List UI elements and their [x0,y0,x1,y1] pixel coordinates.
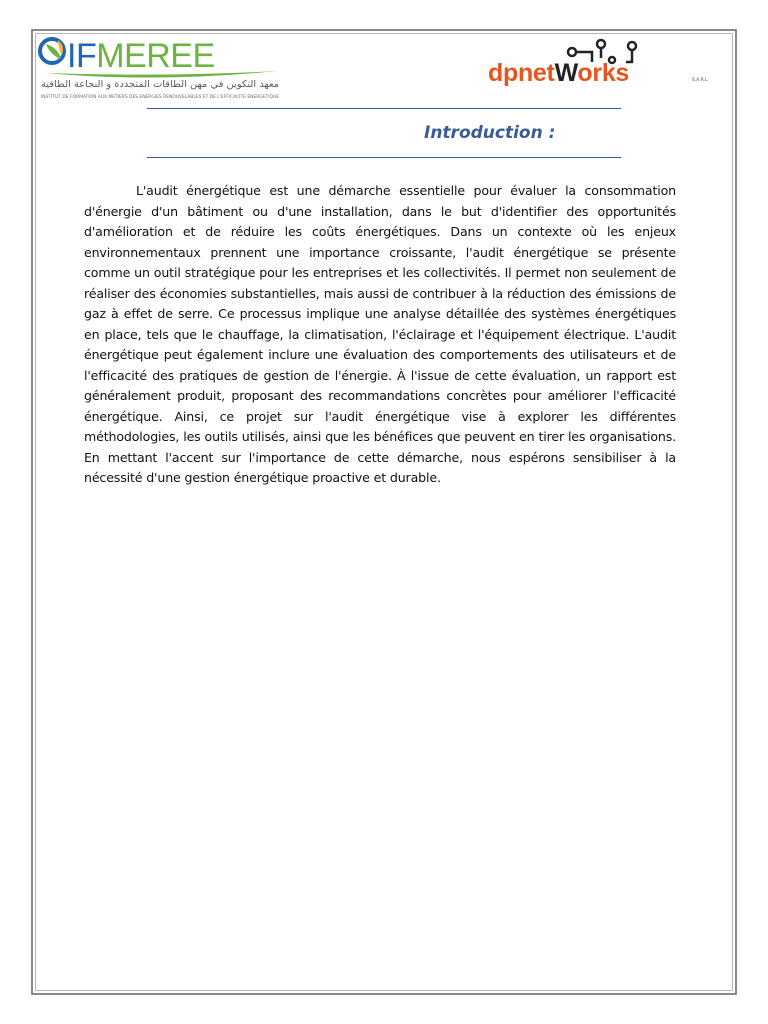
title-rule-top [147,108,621,109]
page-inner-border [35,33,733,991]
arabic-tagline: معهد التكوين في مهن الطاقات المتجددة و النجاعة الطاقية [41,79,279,90]
ifmeree-emblem-icon [40,39,64,63]
sarl-suffix: S.A.R.L [692,78,708,83]
dpnetworks-logo [486,38,718,88]
latin-tagline: INSTITUT DE FORMATION AUX METIERS DES ENERGIES RENOUVELABLES ET DE L'EFFICACITE ENERGETIQUE [41,94,280,99]
ifmeree-logo [37,35,282,101]
ifmeree-wordmark: IFMEREE [67,37,215,75]
section-heading [147,119,621,147]
dpnetworks-wordmark: dpnetWorks [488,59,630,87]
introduction-paragraph: L'audit énergétique est une démarche essentielle pour évaluer la consommation d'énergie d'un bâtiment ou d'une installation, dans le but d'identifier des opportunités d'amélioration et de réduire les coûts énergétiques. Dans un contexte où les enjeux environnementaux prennent une importance croissante, l'audit énergétique se présente comme un outil stratégique pour les entreprises et les collectivités. Il permet non seulement de réaliser des économies substantielles, mais aussi de contribuer à la réduction des émissions de gaz à effet de serre. Ce processus implique une analyse détaillée des systèmes énergétiques en place, tels que le chauffage, la climatisation, l'éclairage et l'équipement électrique. L'audit énergétique peut également inclure une évaluation des comportements des utilisateurs et de l'efficacité des pratiques de gestion de l'énergie. À l'issue de cette évaluation, un rapport est généralement produit, proposant des recommandations concrètes pour améliorer l'efficacité énergétique. Ainsi, ce projet sur l'audit énergétique vise à explorer les différentes méthodologies, les outils utilisés, ainsi que les bénéfices que peuvent en tirer les organisations. En mettant l'accent sur l'importance de cette démarche, nous espérons sensibiliser à la nécessité d'une gestion énergétique proactive et durable. [84,183,676,485]
title-rule-bottom [147,157,621,158]
introduction-title: Introduction : [424,123,556,143]
